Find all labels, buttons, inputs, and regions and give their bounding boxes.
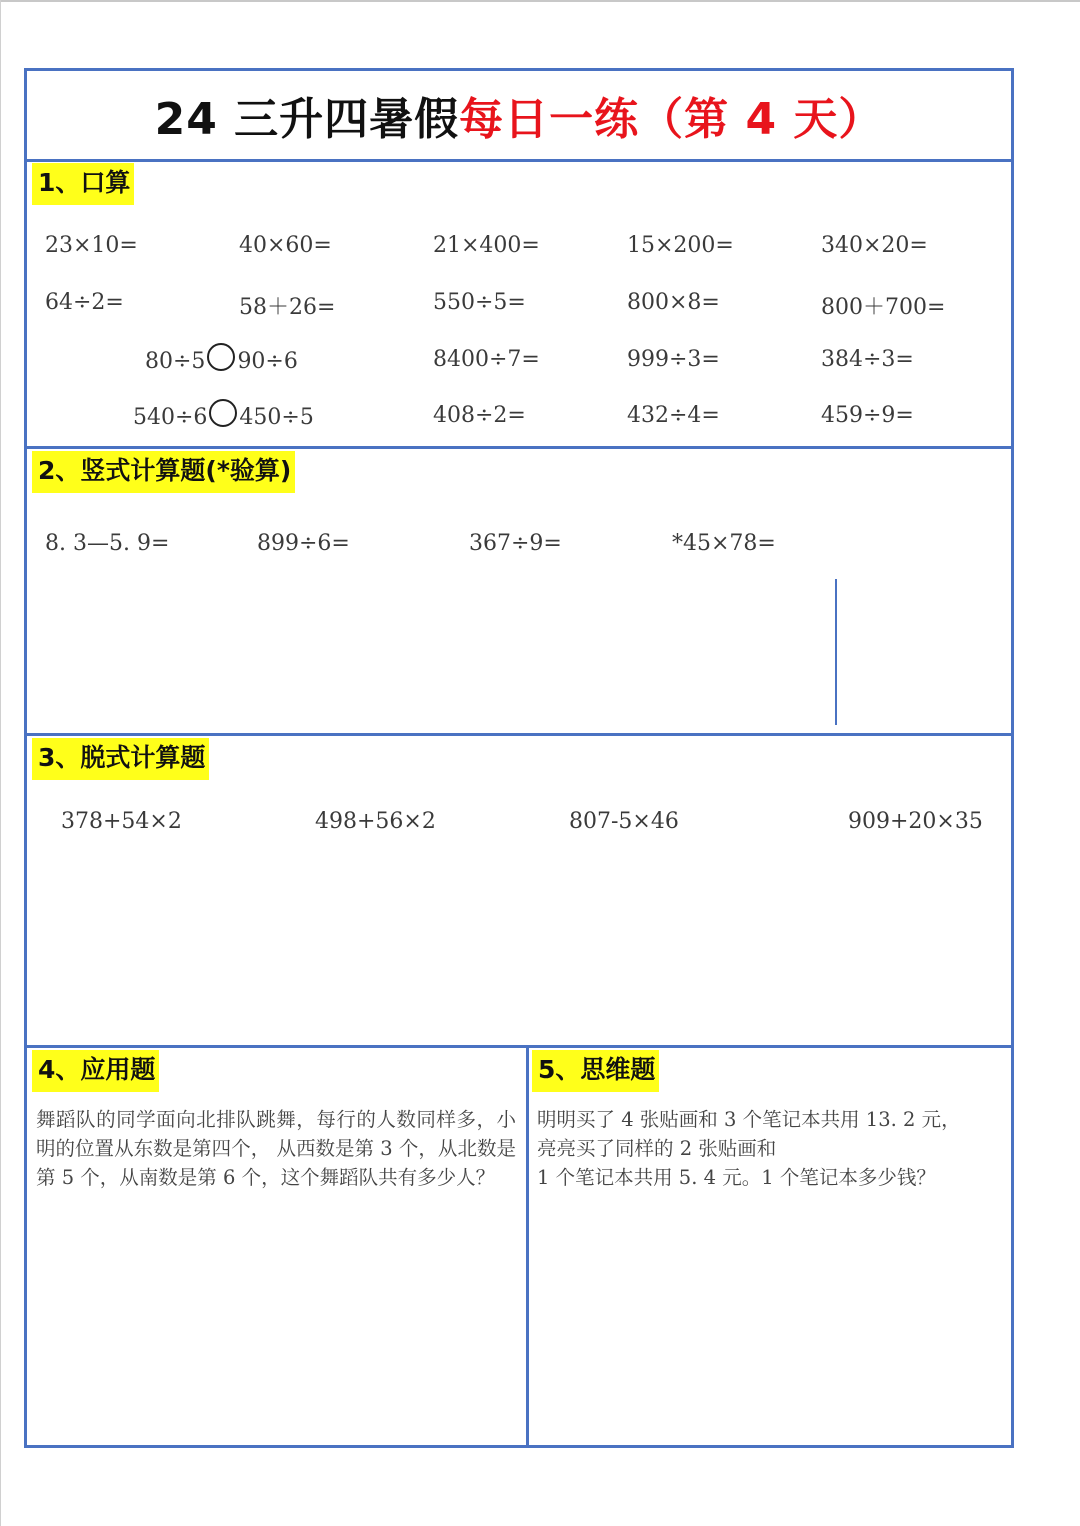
section-4-heading: 4、应用题 xyxy=(32,1050,159,1092)
stepwise-4: 909+20×35 xyxy=(848,809,983,834)
compare-row3-left: 80÷5 xyxy=(145,348,206,374)
compare-circle-icon[interactable] xyxy=(207,343,235,371)
oral-r1-c3: 21×400= xyxy=(433,233,540,258)
title-red: 每日一练（第 4 天） xyxy=(459,94,884,145)
oral-r1-c2: 40×60= xyxy=(239,233,332,258)
section-1-heading: 1、口算 xyxy=(32,163,134,205)
oral-r2-c4: 800×8= xyxy=(627,290,720,315)
section-2-heading: 2、竖式计算题(*验算) xyxy=(32,451,295,493)
oral-r3-c4: 999÷3= xyxy=(627,347,720,372)
oral-r2-c5: 800＋700= xyxy=(821,295,946,320)
thinking-line-2: 亮亮买了同样的 2 张贴画和 xyxy=(537,1137,777,1160)
oral-r3-c5: 384÷3= xyxy=(821,347,914,372)
word-problem-text: 舞蹈队的同学面向北排队跳舞，每行的人数同样多，小明的位置从东数是第四个， 从西数是第 3 个，从北数是第 5 个，从南数是第 6 个，这个舞蹈队共有多少人？ xyxy=(36,1108,516,1189)
divider-s1 xyxy=(27,446,1011,449)
worksheet xyxy=(24,68,1014,1448)
vertical-2: 899÷6= xyxy=(257,531,350,556)
compare-row4-right: 450÷5 xyxy=(239,404,314,430)
oral-r1-c4: 15×200= xyxy=(627,233,734,258)
stepwise-3: 807-5×46 xyxy=(569,809,679,834)
compare-row4-left: 540÷6 xyxy=(133,404,208,430)
oral-r4-c5: 459÷9= xyxy=(821,403,914,428)
thinking-problem xyxy=(537,1105,1007,1192)
vertical-1: 8. 3—5. 9= xyxy=(45,531,170,556)
oral-r1-c5: 340×20= xyxy=(821,233,928,258)
compare-row4 xyxy=(133,403,314,431)
oral-r2-c2: 58＋26= xyxy=(239,295,336,320)
oral-r4-c3: 408÷2= xyxy=(433,403,526,428)
stepwise-1: 378+54×2 xyxy=(61,809,182,834)
left-border xyxy=(0,0,1,1526)
oral-r2-c1: 64÷2= xyxy=(45,290,124,315)
stepwise-2: 498+56×2 xyxy=(315,809,436,834)
divider-s3 xyxy=(27,1045,1011,1048)
oral-r4-c4: 432÷4= xyxy=(627,403,720,428)
thinking-line-1: 明明买了 4 张贴画和 3 个笔记本共用 13. 2 元， xyxy=(537,1108,961,1131)
oral-r3-c3: 8400÷7= xyxy=(433,347,540,372)
section-5-heading: 5、思维题 xyxy=(532,1050,659,1092)
oral-r2-c3: 550÷5= xyxy=(433,290,526,315)
section-3-heading: 3、脱式计算题 xyxy=(32,738,209,780)
oral-r1-c1: 23×10= xyxy=(45,233,138,258)
work-divider-line xyxy=(835,579,837,725)
vertical-3: 367÷9= xyxy=(469,531,562,556)
compare-row3 xyxy=(145,347,298,375)
divider-s2 xyxy=(27,733,1011,736)
vertical-4: *45×78= xyxy=(672,531,776,556)
page-title xyxy=(27,71,1011,159)
divider-s4-s5 xyxy=(526,1045,529,1445)
top-border xyxy=(0,0,1080,2)
thinking-line-3: 1 个笔记本共用 5. 4 元。1 个笔记本多少钱？ xyxy=(537,1166,936,1189)
divider-title xyxy=(27,159,1011,162)
compare-row3-right: 90÷6 xyxy=(237,348,298,374)
title-black: 24 三升四暑假 xyxy=(154,94,460,145)
compare-circle-icon[interactable] xyxy=(209,399,237,427)
